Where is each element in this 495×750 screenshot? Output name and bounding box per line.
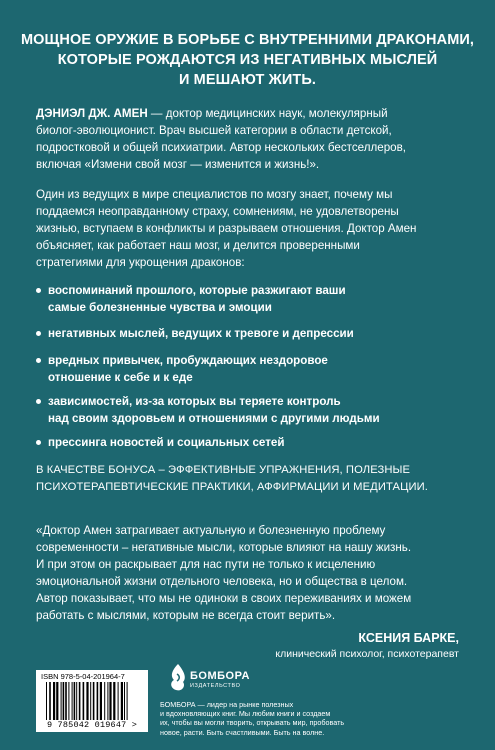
bonus-text bbox=[36, 462, 466, 496]
author-bio-text: — доктор медицинских наук, молекулярный bbox=[147, 107, 388, 120]
review-quote bbox=[36, 522, 466, 624]
author-bio bbox=[36, 105, 466, 173]
bullet-line: прессинга новостей и социальных сетей bbox=[48, 436, 285, 449]
headline-line: КОТОРЫЕ РОЖДАЮТСЯ ИЗ НЕГАТИВНЫХ МЫСЛЕЙ bbox=[57, 52, 438, 68]
bonus-line: В КАЧЕСТВЕ БОНУСА – ЭФФЕКТИВНЫЕ УПРАЖНЕНИЯ, ПОЛЕЗНЫЕ bbox=[36, 464, 411, 476]
publisher-note-line: их, чтобы вы могли творить, открывать мир, пробовать bbox=[160, 718, 345, 728]
bullet-line: вредных привычек, пробуждающих нездоровое bbox=[48, 354, 328, 367]
quote-line: работать с мыслями, которым не всегда стоит верить». bbox=[36, 609, 336, 622]
author-name: ДЭНИЭЛ ДЖ. АМЕН bbox=[36, 107, 148, 120]
publisher-note-line: БОМБОРА — лидер на рынке полезных bbox=[160, 700, 294, 709]
quote-line: «Доктор Амен затрагивает актуальную и болезненную проблему bbox=[36, 524, 386, 537]
quote-line: И при этом он раскрывает для нас пути не только к исцелению bbox=[36, 558, 376, 571]
bullet-dot-icon bbox=[36, 358, 41, 363]
intro-line: стратегиями для укрощения драконов: bbox=[36, 256, 245, 269]
intro-line: объясняет, как работает наш мозг, и делится проверенными bbox=[36, 239, 360, 252]
author-bio-line: подростковой и общей психиатрии. Автор нескольких бестселлеров, bbox=[36, 141, 406, 154]
intro-line: Один из ведущих в мире специалистов по мозгу знает, почему мы bbox=[36, 188, 393, 201]
bullet-line: негативных мыслей, ведущих к тревоге и депрессии bbox=[48, 327, 354, 340]
bullet-line: отношение к себе и к еде bbox=[48, 371, 193, 384]
bullet-dot-icon bbox=[36, 440, 41, 445]
barcode-bars bbox=[44, 682, 140, 720]
barcode-digits: 9 785042 019647 > bbox=[46, 720, 138, 730]
publisher-note-line: новое, расти. Быть счастливыми. Быть на волне. bbox=[160, 727, 325, 737]
intro-line: жизнью, вступаем в конфликты и разрываем отношения. Доктор Амен bbox=[36, 222, 417, 235]
headline-line: И МЕШАЮТ ЖИТЬ. bbox=[179, 72, 316, 88]
reviewer-name: КСЕНИЯ БАРКЕ, bbox=[358, 631, 459, 645]
author-bio-line: включая «Измени свой мозг — изменится и жизнь!». bbox=[36, 158, 320, 171]
publisher-note bbox=[160, 700, 345, 737]
publisher-subtitle: ИЗДАТЕЛЬСТВО bbox=[190, 683, 241, 689]
quote-line: Автор показывает, что мы не одиноки в своих переживаниях и можем bbox=[36, 592, 412, 605]
intro-paragraph bbox=[36, 186, 466, 271]
isbn-barcode bbox=[36, 670, 148, 732]
author-bio-line: биолог-эволюционист. Врач высшей категории в области детской, bbox=[36, 124, 392, 137]
bullet-line: самые болезненные чувства и эмоции bbox=[48, 301, 272, 314]
headline-line: МОЩНОЕ ОРУЖИЕ В БОРЬБЕ С ВНУТРЕННИМИ ДРАКОНАМИ, bbox=[20, 32, 475, 48]
headline bbox=[20, 30, 475, 90]
intro-line: поддаемся неоправданному страху, сомнениям, не удовлетворены bbox=[36, 205, 399, 218]
bullet-dot-icon bbox=[36, 288, 41, 293]
publisher-note-line: и вдохновляющих книг. Мы любим книги и создаем bbox=[160, 709, 331, 719]
quote-line: эмоциональной жизни отдельного человека, но и общества в целом. bbox=[36, 575, 408, 588]
bullet-line: воспоминаний прошлого, которые разжигают ваши bbox=[48, 284, 346, 297]
publisher-logo bbox=[160, 662, 250, 696]
quote-line: современности – негативные мысли, которые влияют на нашу жизнь. bbox=[36, 541, 412, 554]
bullet-dot-icon bbox=[36, 399, 41, 404]
author-bio-first-line bbox=[36, 105, 466, 122]
bonus-line: ПСИХОТЕРАПЕВТИЧЕСКИЕ ПРАКТИКИ, АФФИРМАЦИИ И МЕДИТАЦИИ. bbox=[36, 481, 428, 493]
isbn-label: ISBN 978-5-04-201964-7 bbox=[41, 672, 125, 681]
bullet-line: над своим здоровьем и отношениями с другими людьми bbox=[48, 412, 380, 425]
reviewer-role: клинический психолог, психотерапевт bbox=[275, 648, 459, 660]
bullet-line: зависимостей, из-за которых вы теряете контроль bbox=[48, 395, 341, 408]
publisher-brand: БОМБОРА bbox=[190, 670, 250, 682]
bullet-dot-icon bbox=[36, 331, 41, 336]
bombora-wave-icon bbox=[168, 662, 188, 692]
